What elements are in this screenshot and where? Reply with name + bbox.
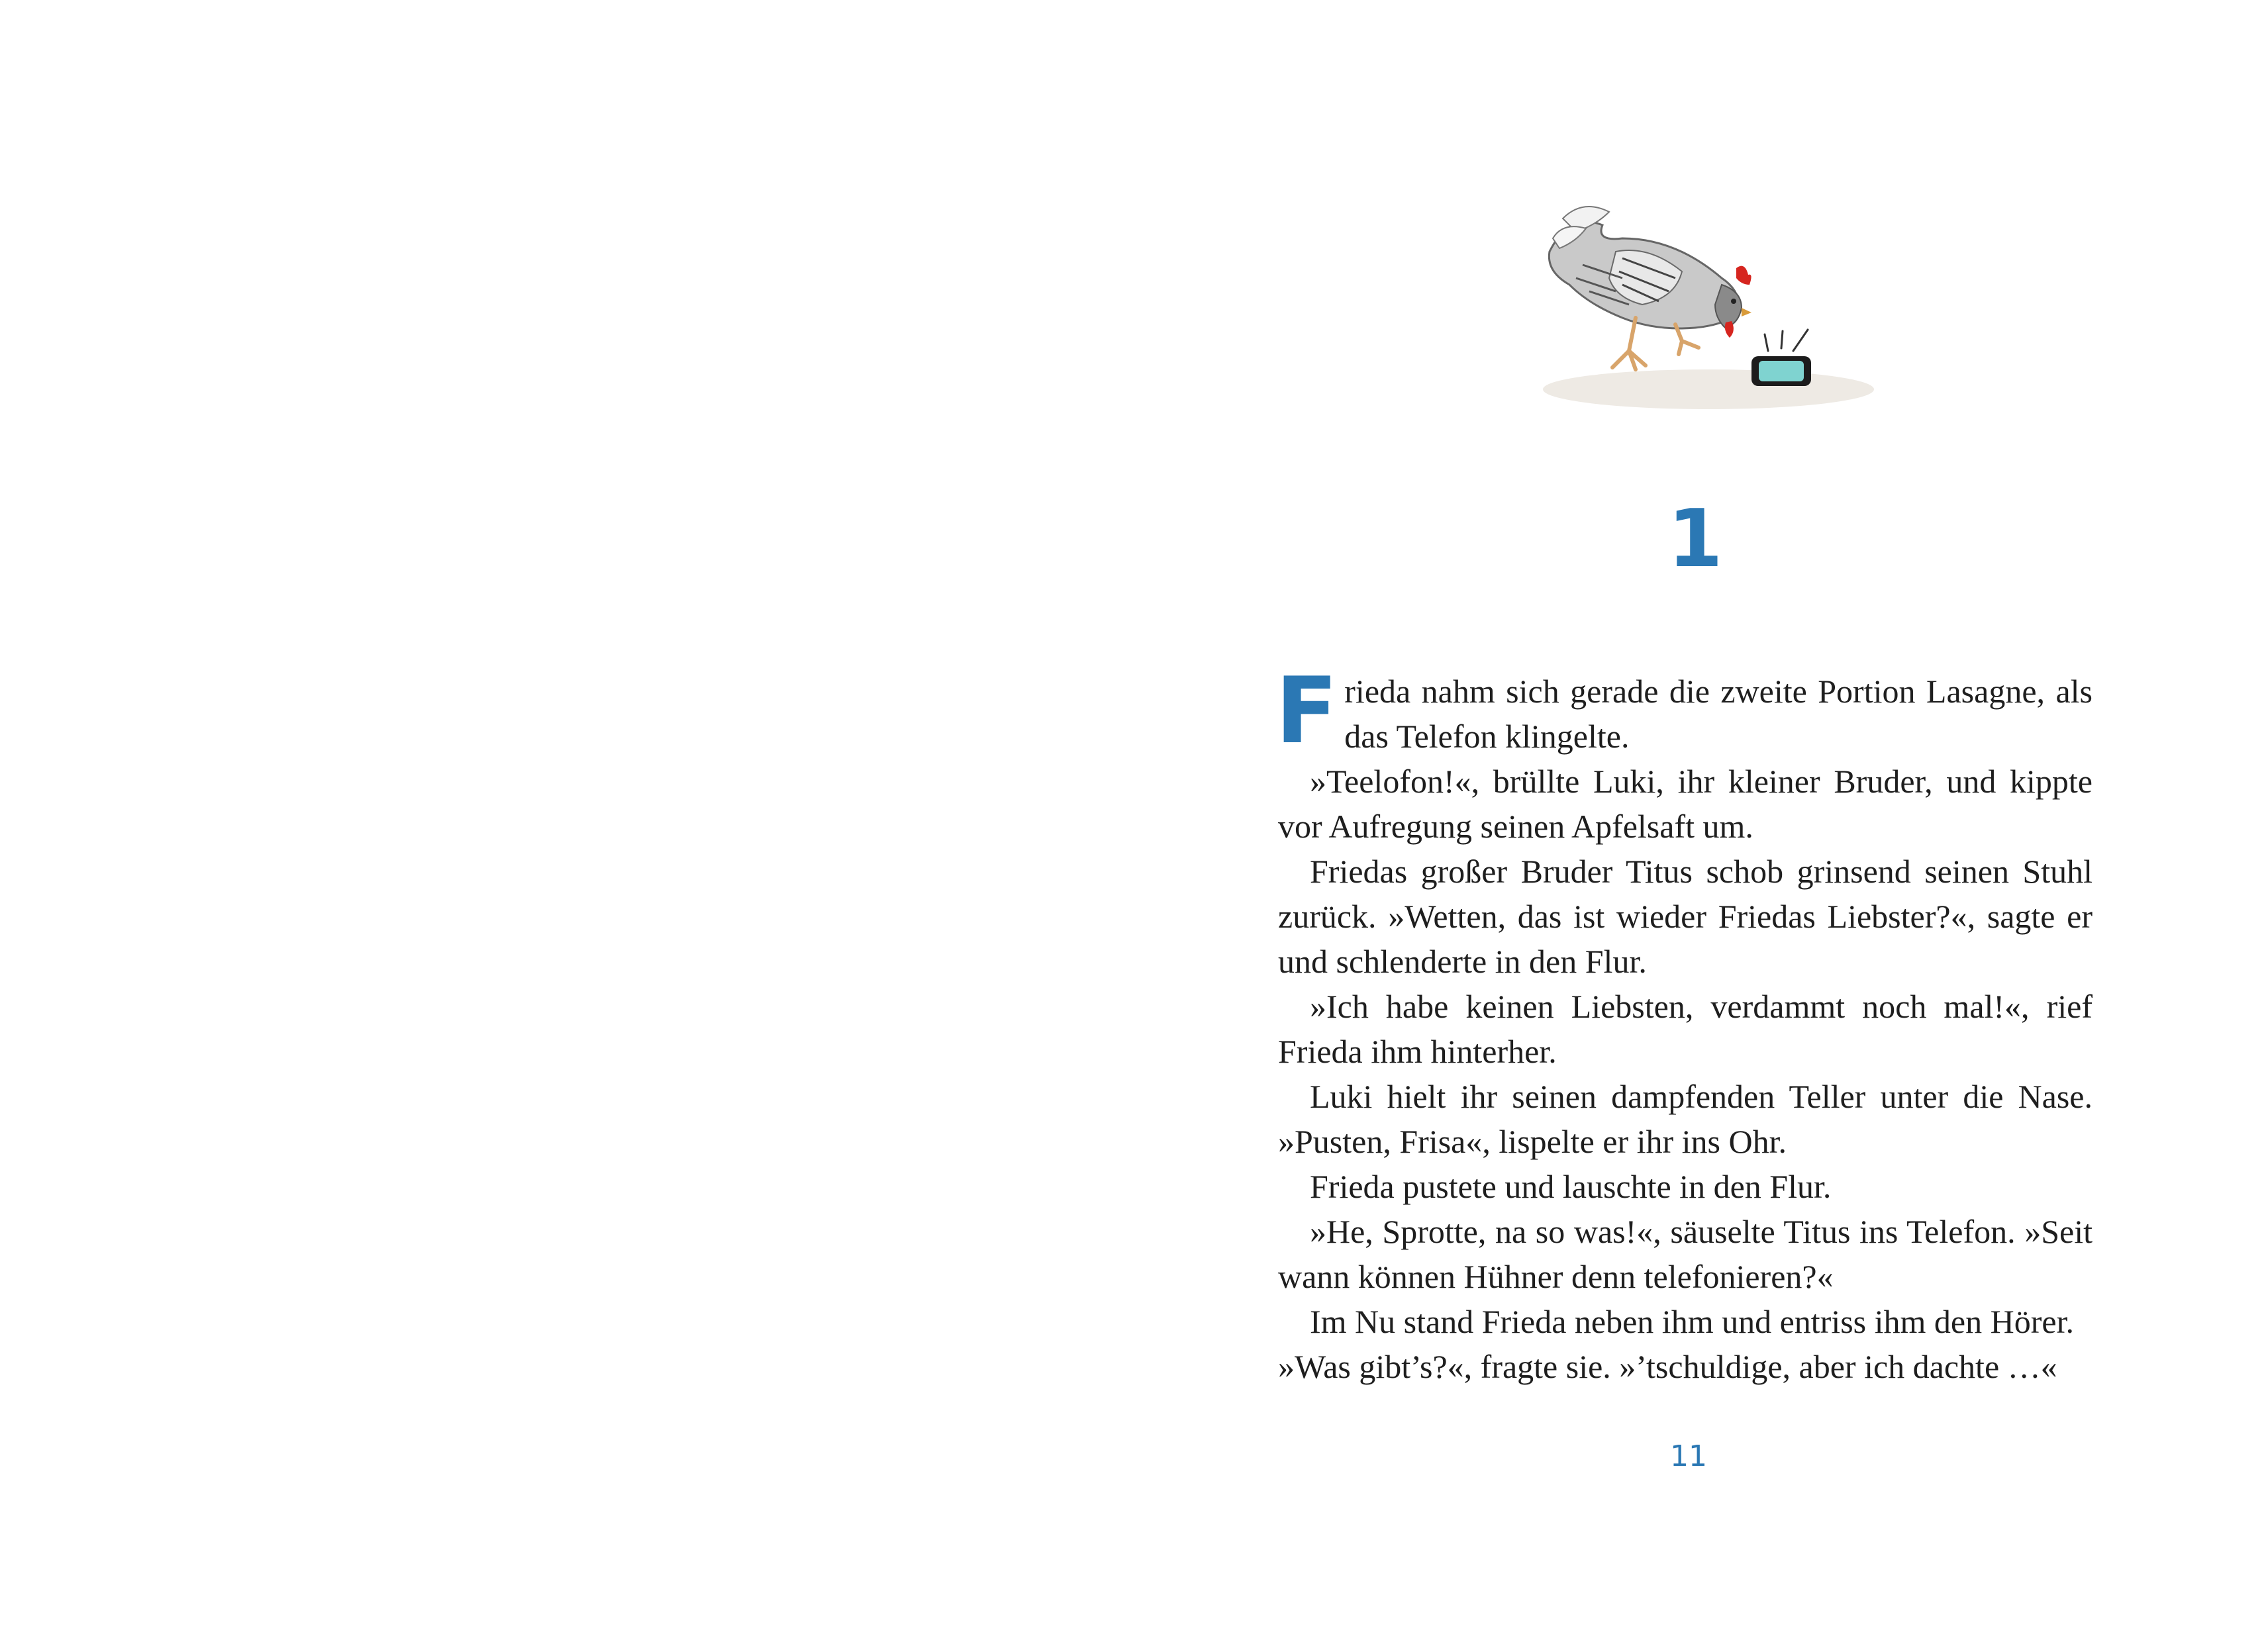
paragraph: »Teelofon!«, brüllte Luki, ihr kleiner Bruder, und kippte vor Aufregung seinen Apfelsaft um.	[1278, 763, 2093, 845]
page-number: 11	[1670, 1439, 1707, 1473]
paragraph	[1275, 657, 2093, 764]
paragraph-text: rieda nahm sich gerade die zweite Portion Lasagne, als das Telefon klingelte.	[1344, 673, 2093, 755]
paragraph: Friedas großer Bruder Titus schob grinsend seinen Stuhl zurück. »Wetten, das ist wieder Friedas Liebster?«, sagte er und schlenderte in den Flur.	[1278, 853, 2093, 980]
chapter-number: 1	[1667, 493, 1723, 585]
hen-icon	[1549, 207, 1751, 369]
drop-cap: F	[1275, 657, 1338, 764]
paragraph: Im Nu stand Frieda neben ihm und entriss ihm den Hörer. »Was gibt’s?«, fragte sie. »’tschuldige, aber ich dachte …«	[1278, 1303, 2074, 1385]
ground-shadow	[1543, 369, 1874, 409]
paragraph: Luki hielt ihr seinen dampfenden Teller unter die Nase. »Pusten, Frisa«, lispelte er ihr ins Ohr.	[1278, 1078, 2093, 1160]
chapter-text	[1275, 657, 2093, 1389]
paragraph: »Ich habe keinen Liebsten, verdammt noch mal!«, rief Frieda ihm hinterher.	[1278, 988, 2093, 1070]
paragraph: »He, Sprotte, na so was!«, säuselte Titus ins Telefon. »Seit wann können Hühner denn telefonieren?«	[1278, 1213, 2093, 1295]
smartphone-icon	[1751, 330, 1811, 386]
hen-phone-illustration	[1523, 192, 1887, 417]
paragraph: Frieda pustete und lauschte in den Flur.	[1310, 1168, 1832, 1205]
